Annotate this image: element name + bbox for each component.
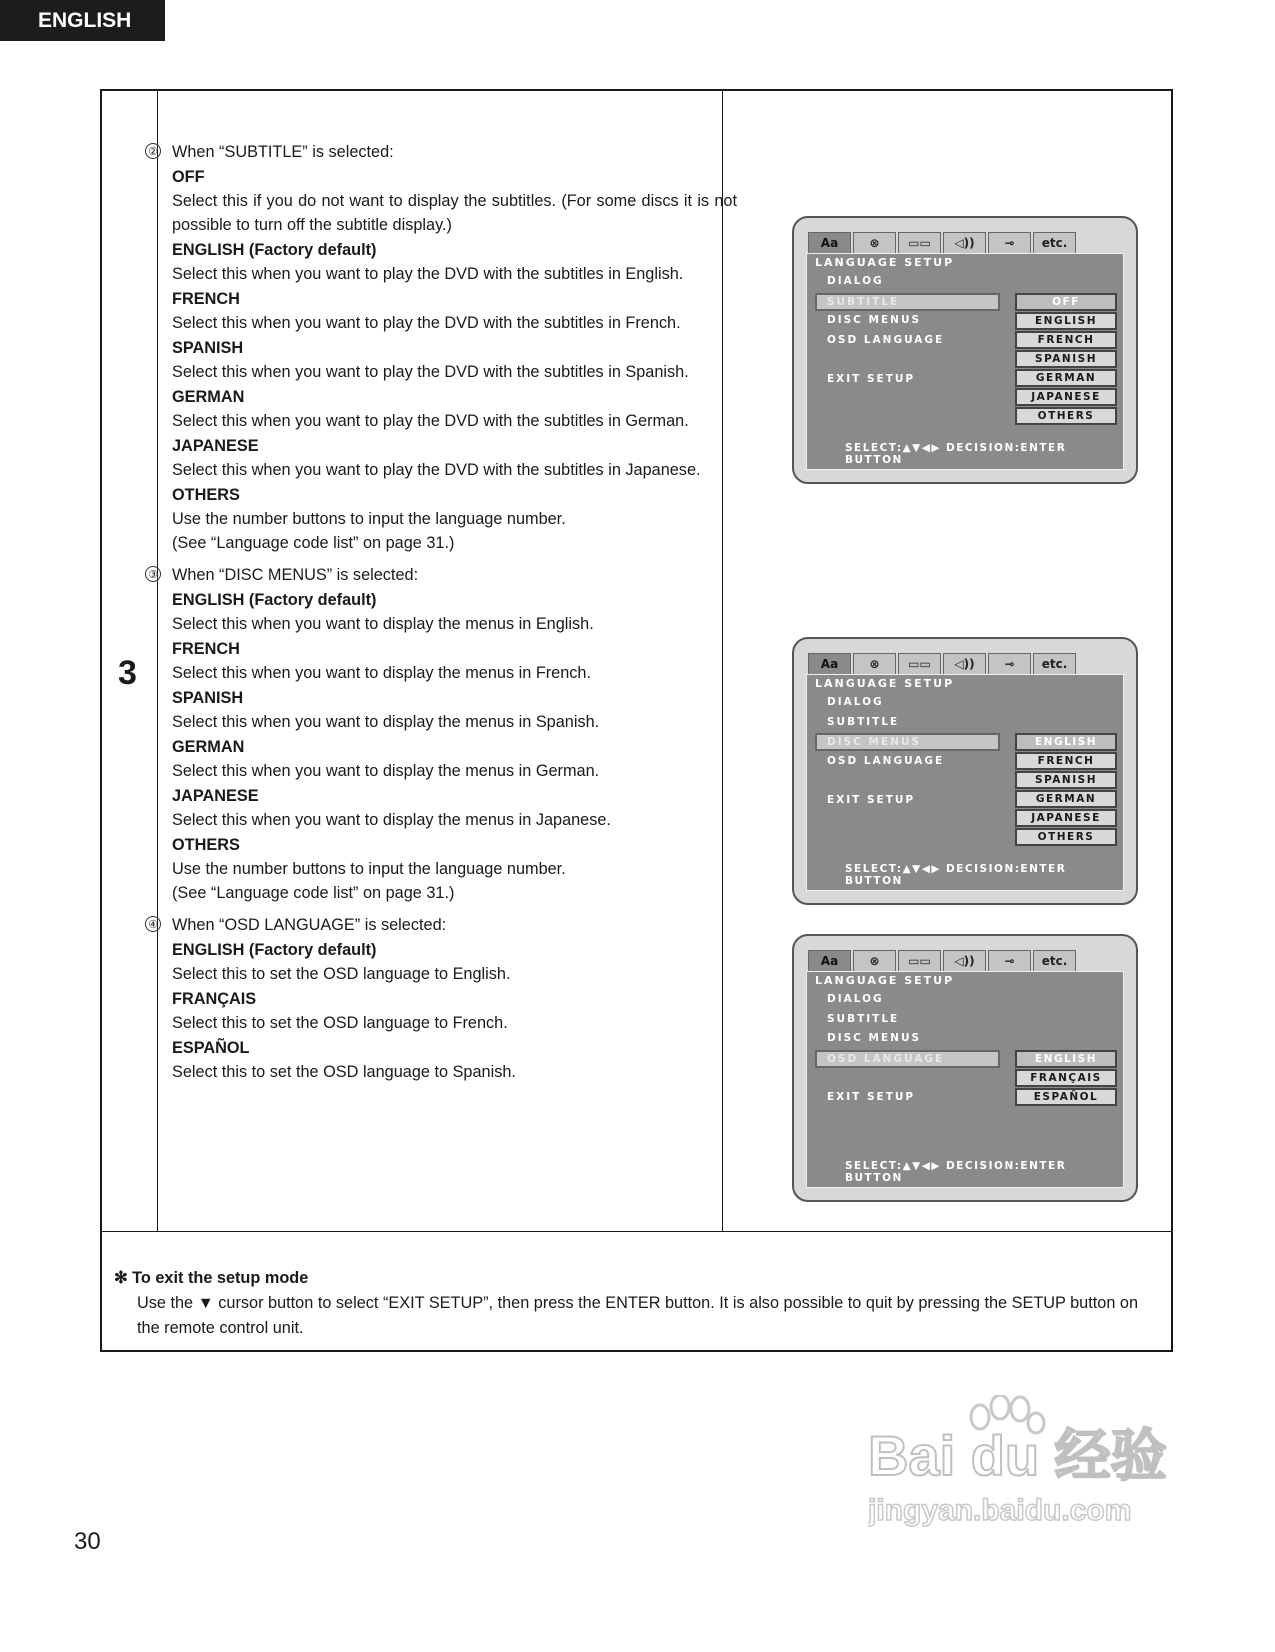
- option-title: OTHERS: [172, 486, 240, 504]
- option-title: ESPAÑOL: [172, 1039, 250, 1057]
- option-description: Select this when you want to display the menus in Spanish.: [172, 713, 600, 731]
- osd-menu-item: OSD LANGUAGE: [827, 754, 945, 767]
- watermark-url: jingyan.baidu.com: [868, 1494, 1132, 1527]
- note-body: Use the ▼ cursor button to select “EXIT SETUP”, then press the ENTER button. It is also possible to quit by pressing the SETUP button on the remote control unit.: [137, 1294, 1139, 1337]
- osd-tab-bar: [808, 232, 1078, 254]
- section-heading: [148, 563, 737, 587]
- osd-option: GERMAN: [1015, 790, 1117, 808]
- other-tab-icon: etc.: [1033, 653, 1076, 674]
- page-number: 30: [74, 1528, 101, 1555]
- speaker-tab-icon: ◁)): [943, 232, 986, 253]
- osd-menu-item: DIALOG: [827, 275, 884, 287]
- language-tab-icon: Aa: [808, 232, 851, 253]
- speaker-tab-icon: ◁)): [943, 653, 986, 674]
- rating-tab-icon: ⊸: [988, 232, 1031, 253]
- section-heading-text: When “DISC MENUS” is selected:: [172, 566, 419, 584]
- option-description: Use the number buttons to input the language number.: [172, 510, 566, 528]
- osd-option: GERMAN: [1015, 369, 1117, 387]
- osd-select-hint: SELECT:▲▼◀▶ DECISION:ENTER BUTTON: [845, 863, 1067, 887]
- section-heading-text: When “OSD LANGUAGE” is selected:: [172, 916, 447, 934]
- step-number: 3: [118, 654, 137, 692]
- language-tab-icon: Aa: [808, 950, 851, 971]
- option-description: Select this when you want to display the menus in Japanese.: [172, 811, 611, 829]
- osd-tab-bar: [808, 653, 1078, 675]
- option-title: ENGLISH (Factory default): [172, 591, 377, 609]
- osd-tab-bar: [808, 950, 1078, 972]
- option-title: JAPANESE: [172, 437, 259, 455]
- option-description: Select this to set the OSD language to Spanish.: [172, 1063, 516, 1081]
- option-description: Select this when you want to play the DVD with the subtitles in French.: [172, 314, 681, 332]
- display-tab-icon: ▭▭: [898, 232, 941, 253]
- osd-menu-item: DISC MENUS: [827, 1032, 922, 1044]
- option-description: Select this when you want to display the menus in German.: [172, 762, 600, 780]
- option-description: Select this if you do not want to display the subtitles. (For some discs it is not possible to turn off the subtitle display.): [172, 192, 737, 234]
- osd-option: ENGLISH: [1015, 312, 1117, 330]
- audio-tab-icon: ⊗: [853, 653, 896, 674]
- rating-tab-icon: ⊸: [988, 950, 1031, 971]
- option-description-note: (See “Language code list” on page 31.): [172, 884, 455, 902]
- osd-select-hint: SELECT:▲▼◀▶ DECISION:ENTER BUTTON: [845, 442, 1067, 466]
- osd-screen: [792, 934, 1138, 1202]
- option-description: Select this when you want to display the menus in French.: [172, 664, 592, 682]
- display-tab-icon: ▭▭: [898, 653, 941, 674]
- osd-menu-item: DISC MENUS: [815, 733, 1000, 751]
- osd-panel: [806, 253, 1124, 470]
- osd-panel: [806, 971, 1124, 1188]
- section-heading: [148, 140, 737, 164]
- osd-option: JAPANESE: [1015, 809, 1117, 827]
- option-title: ENGLISH (Factory default): [172, 241, 377, 259]
- osd-option: OFF: [1015, 293, 1117, 311]
- option-description: Select this when you want to play the DVD with the subtitles in English.: [172, 265, 684, 283]
- osd-option: ENGLISH: [1015, 1050, 1117, 1068]
- osd-select-hint: SELECT:▲▼◀▶ DECISION:ENTER BUTTON: [845, 1160, 1067, 1184]
- osd-panel: [806, 674, 1124, 891]
- option-description: Select this when you want to play the DVD with the subtitles in German.: [172, 412, 689, 430]
- osd-title: LANGUAGE SETUP: [815, 974, 955, 987]
- osd-option: OTHERS: [1015, 828, 1117, 846]
- other-tab-icon: etc.: [1033, 232, 1076, 253]
- section-heading: [148, 913, 737, 937]
- speaker-tab-icon: ◁)): [943, 950, 986, 971]
- option-title: OTHERS: [172, 836, 240, 854]
- option-title: GERMAN: [172, 738, 245, 756]
- osd-option: ENGLISH: [1015, 733, 1117, 751]
- audio-tab-icon: ⊗: [853, 950, 896, 971]
- option-title: ENGLISH (Factory default): [172, 941, 377, 959]
- osd-menu-item: OSD LANGUAGE: [827, 333, 945, 346]
- option-title: SPANISH: [172, 339, 244, 357]
- osd-title: LANGUAGE SETUP: [815, 677, 955, 690]
- osd-menu-item: EXIT SETUP: [827, 793, 916, 806]
- step-number-circle: ②: [145, 143, 161, 159]
- option-title: SPANISH: [172, 689, 244, 707]
- display-tab-icon: ▭▭: [898, 950, 941, 971]
- option-title: FRENCH: [172, 290, 240, 308]
- osd-option: SPANISH: [1015, 350, 1117, 368]
- osd-menu-item: SUBTITLE: [827, 715, 900, 728]
- baidu-watermark: [868, 1395, 1168, 1535]
- option-title: FRENCH: [172, 640, 240, 658]
- rating-tab-icon: ⊸: [988, 653, 1031, 674]
- option-description: Select this when you want to play the DVD with the subtitles in Japanese.: [172, 461, 701, 479]
- language-tab: ENGLISH: [0, 0, 165, 41]
- osd-option: ESPAÑOL: [1015, 1088, 1117, 1106]
- step-number-circle: ③: [145, 566, 161, 582]
- osd-option: SPANISH: [1015, 771, 1117, 789]
- instruction-table: [100, 89, 1173, 1352]
- osd-title: LANGUAGE SETUP: [815, 256, 955, 269]
- step-number-circle: ④: [145, 916, 161, 932]
- osd-menu-item: EXIT SETUP: [827, 372, 916, 385]
- osd-option: JAPANESE: [1015, 388, 1117, 406]
- osd-menu-item: DIALOG: [827, 993, 884, 1005]
- option-description: Use the number buttons to input the language number.: [172, 860, 566, 878]
- section-heading-text: When “SUBTITLE” is selected:: [172, 143, 394, 161]
- option-description: Select this to set the OSD language to English.: [172, 965, 511, 983]
- option-description: Select this to set the OSD language to French.: [172, 1014, 508, 1032]
- option-title: GERMAN: [172, 388, 245, 406]
- osd-menu-item: OSD LANGUAGE: [815, 1050, 1000, 1068]
- note-divider: [102, 1231, 1171, 1232]
- language-tab-icon: Aa: [808, 653, 851, 674]
- step-column-divider: [157, 91, 158, 1231]
- audio-tab-icon: ⊗: [853, 232, 896, 253]
- osd-screen: [792, 216, 1138, 484]
- osd-option: FRENCH: [1015, 331, 1117, 349]
- osd-screen: [792, 637, 1138, 905]
- option-description: Select this when you want to play the DVD with the subtitles in Spanish.: [172, 363, 689, 381]
- osd-menu-item: SUBTITLE: [815, 293, 1000, 311]
- osd-option: FRANÇAIS: [1015, 1069, 1117, 1087]
- osd-menu-item: DISC MENUS: [827, 314, 922, 326]
- option-title: OFF: [172, 168, 205, 186]
- option-title: FRANÇAIS: [172, 990, 257, 1008]
- osd-menu-item: DIALOG: [827, 696, 884, 708]
- instruction-text: [148, 140, 737, 1084]
- note-title: ✻ To exit the setup mode: [114, 1269, 309, 1287]
- osd-option: OTHERS: [1015, 407, 1117, 425]
- exit-setup-note: [114, 1266, 1155, 1341]
- option-title: JAPANESE: [172, 787, 259, 805]
- osd-option: FRENCH: [1015, 752, 1117, 770]
- osd-menu-item: SUBTITLE: [827, 1012, 900, 1025]
- option-description: Select this when you want to display the menus in English.: [172, 615, 594, 633]
- watermark-brand: Bai du 经验: [868, 1424, 1167, 1487]
- other-tab-icon: etc.: [1033, 950, 1076, 971]
- option-description-note: (See “Language code list” on page 31.): [172, 534, 455, 552]
- osd-menu-item: EXIT SETUP: [827, 1090, 916, 1103]
